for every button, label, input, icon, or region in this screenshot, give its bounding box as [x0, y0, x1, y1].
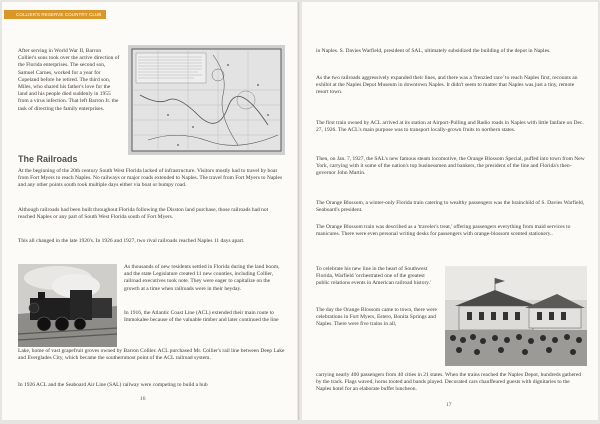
depot-drawing [445, 266, 587, 366]
right-paragraph-1: in Naples. S. Davies Warfield, president of SAL, ultimately subsidized the building of the depot in Naples. [316, 48, 551, 54]
left-page [2, 2, 297, 420]
right-paragraph-6: The Orange Blossom train was described as a 'traveler's treat,' offering passengers everything from maid services to manicures. There were even personal writing desks for passengers with orange-blossom scented stationery.. [316, 224, 571, 238]
map-drawing [128, 45, 285, 155]
historic-map-image [128, 45, 285, 155]
locomotive-drawing [18, 264, 117, 347]
steam-locomotive-photo [18, 264, 117, 347]
depot-celebration-photo [445, 266, 587, 366]
railroads-paragraph-5b: Lake, home of vast grapefruit groves owned by Barron Collier. ACL purchased Mr. Collier's rail line between Deep Lake and Everglades City, which became the southernmost point of the ACL railroad system. [18, 348, 285, 362]
book-gutter [298, 2, 301, 420]
section-heading-railroads: The Railroads [18, 154, 78, 164]
right-paragraph-3: The first train owned by ACL arrived at its station at Airport-Pulling and Radio roads in Naples with little fanfare on Dec. 27, 1926. The ACL's main purpose was to transport locally-grown fruits to northern states. [316, 120, 584, 134]
railroads-paragraph-1: At the beginning of the 20th century South West Florida lacked of infrastructure. Visitors mostly had to travel by boat from Fort Myers to reach Naples. No railways or major roads extended to Naples. The travel from Fort Myers to Naples and any other points south took multiple days either via boat or bumpy road. [18, 168, 283, 189]
page-number-right: 17 [446, 402, 452, 408]
right-paragraph-4: Then, on Jan. 7, 1927, the SAL's new famous steam locomotive, the Orange Blossom Special, puffed into town from New York, carrying with it some of the nation's top businessmen and bankers, the president of the line and Florida's then-governor John Martin. [316, 156, 585, 177]
intro-paragraph: After serving in World War II, Barron Collier's sons took over the active direction of the Florida enterprises. The second son, Samuel Carnes, worked for a year for Copeland before he retired. The third son, Miles, who shared his father's love for the land and his people died suddenly in 1955 from a virus infection. That left Barron Jr. the task of directing the family enterprises. [18, 48, 120, 112]
right-paragraph-5: The Orange Blossom, a winter-only Florida train catering to wealthy passengers was the brainchild of S. Davies Warfield, Seaboard's president. [316, 200, 585, 214]
right-paragraph-9: carrying nearly 400 passengers from 40 cities in 21 states. When the trains reached the Naples Depot, hundreds gathered by the track. Flags waved, horns tooted and bands played. Decorated cars chauffeured guests with dignitaries to the Naples hotel for an elaborate buffet luncheon. [316, 372, 582, 393]
right-paragraph-8: The day the Orange Blossom came to town, there were celebrations in Fort Myers, Estero, Bonita Springs and Naples. There were five trains in all, [316, 307, 437, 328]
right-paragraph-2: As the two railroads aggressively expanded their lines, and there was a 'frenzied race' to reach Naples first, recounts an exhibit at the Naples Depot Museum in downtown Naples. It didn't seem to matter that Naples was just a tiny, remote resort town. [316, 75, 578, 96]
right-paragraph-7: To celebrate his new line in the heart of Southwest Florida, Warfield 'orchestrated one of the greatest public relations events in American railroad history.' [316, 266, 432, 287]
railroads-paragraph-3: This all changed in the late 1920's. In 1926 and 1927, two rival railroads reached Naples 11 days apart. [18, 238, 245, 244]
railroads-paragraph-6: In 1926 ACL and the Seaboard Air Line (SAL) railway were competing to build a hub [18, 382, 208, 388]
railroads-paragraph-4: As thousands of new residents settled in Florida during the land boom, and the state Legislature created 11 new counties, including Collier, railroad executives took note. They were eager to capitalize on the growth at a time when railroads were in their heyday. [124, 264, 280, 292]
right-page [302, 2, 598, 420]
railroads-paragraph-2: Although railroads had been built throughout Florida following the Disston land purchase, those railroads had not reached Naples or any part of South West Florida south of Fort Myers. [18, 207, 269, 221]
railroads-paragraph-5a: In 1916, the Atlantic Coast Line (ACL) extended their main route to Immokalee because of the valuable timber and later continued the line [124, 310, 279, 324]
header-tab: COLLIER'S RESERVE COUNTRY CLUB [4, 10, 106, 19]
page-number-left: 16 [140, 396, 146, 402]
